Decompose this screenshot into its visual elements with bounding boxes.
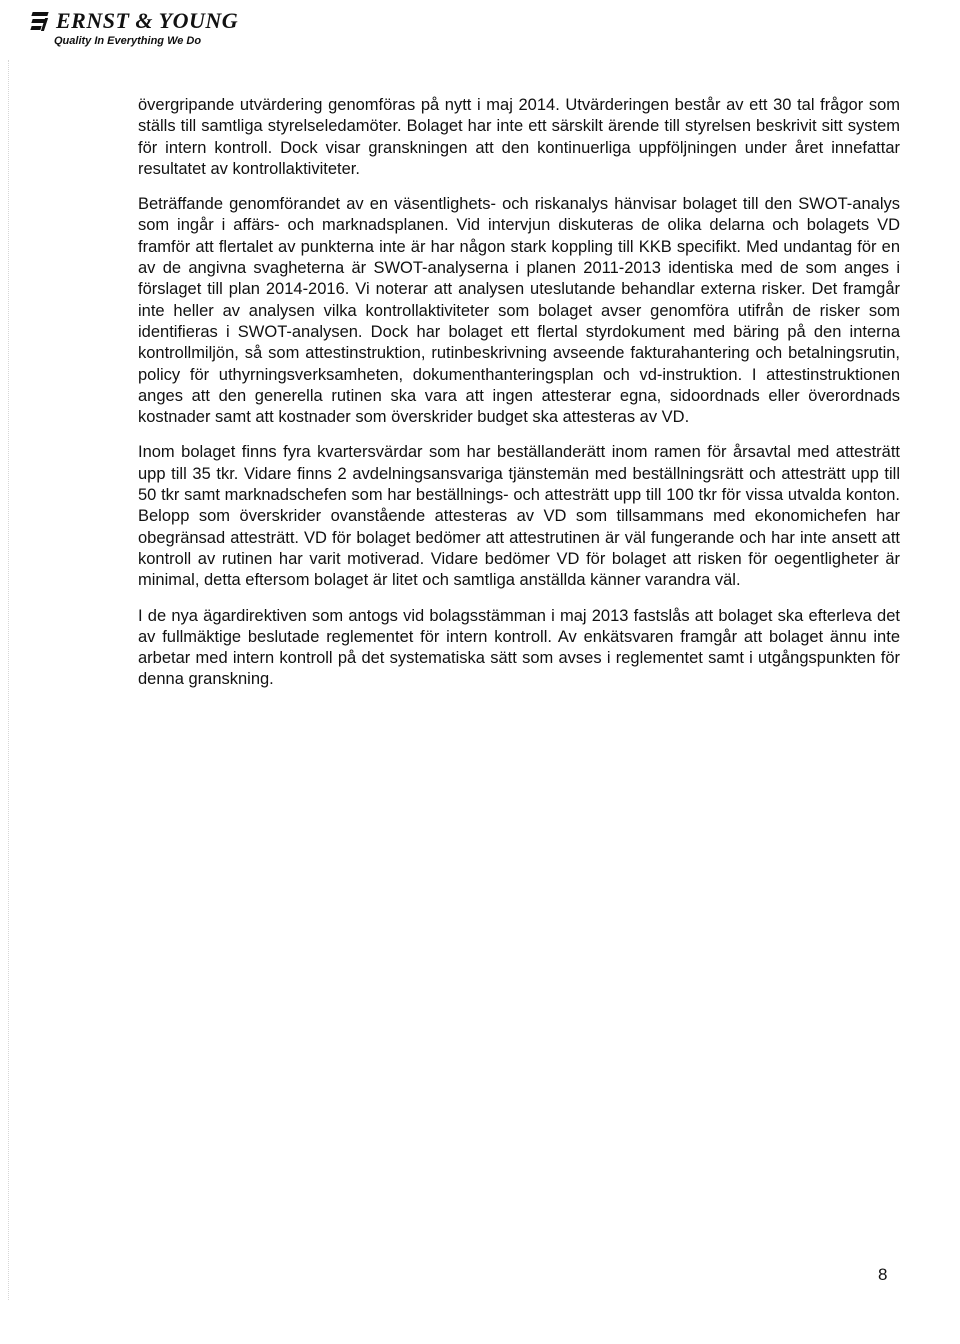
paragraph: Beträffande genomförandet av en väsentlighets- och riskanalys hänvisar bolaget till den SWOT-analys som ingår i affärs- och marknadsplanen. Vid intervjun diskuteras de olika delarna och bolagets VD framför att flertalet av punkterna inte är har någon stark koppling till KKB specifikt. Med undantag för en av de angivna svagheterna är SWOT-analyserna i planen 2011-2013 identiska med de som anges i förslaget till plan 2014-2016. Vi noterar att analysen uteslutande behandlar externa risker. Det framgår inte heller av analysen vilka kontrollaktiviteter som bolaget avser genomföra utifrån de risker som identifieras i SWOT-analysen. Dock har bolaget ett flertal styrdokument med bäring på den interna kontrollmiljön, så som attestinstruktion, rutinbeskrivning avseende fakturahantering och betalningsrutin, policy för uthyrningsverksamheten, dokumenthanteringsplan och vd-instruktion. I attestinstruktionen anges att den generella rutinen ska vara att ingen attesterar egna, sidoordnads eller överordnads kostnader samt att kostnader som överskrider budget ska attesteras av VD.: [138, 195, 900, 427]
paragraph: Inom bolaget finns fyra kvartersvärdar som har beställanderätt inom ramen för årsavtal med attesträtt upp till 35 tkr. Vidare finns 2 avdelningsansvariga tjänstemän med beställningsrätt och attesträtt upp till 50 tkr samt marknadschefen som har beställnings- och attesträtt upp till 100 tkr för vissa utvalda konton. Belopp som överskrider ovanstående attesteras av VD som tillsammans med ekonomichefen har obegränsad attesträtt. VD för bolaget bedömer att attestrutinen är väl fungerande och har inte ansett att kontroll av rutinen har varit motiverad. Vidare bedömer VD för bolaget att risken för oegentligheter är minimal, detta eftersom bolaget är litet och samtliga anställda känner varandra väl.: [138, 443, 900, 590]
scan-margin-line: [8, 60, 9, 1300]
page-header: [30, 10, 238, 47]
ey-logo-icon: [30, 10, 52, 32]
body-text: [138, 95, 900, 705]
logo-tagline: Quality In Everything We Do: [54, 35, 202, 47]
logo-wordmark: ERNST & YOUNG: [56, 8, 239, 33]
company-logo: [30, 10, 238, 32]
paragraph: I de nya ägardirektiven som antogs vid bolagsstämman i maj 2013 fastslås att bolaget ska efterleva det av fullmäktige beslutade reglementet för intern kontroll. Av enkätsvaren framgår att bolaget ännu inte arbetar med intern kontroll på det systematiska sätt som avses i reglementet samt i utgångspunkten för denna granskning.: [138, 606, 900, 689]
paragraph: övergripande utvärdering genomföras på nytt i maj 2014. Utvärderingen består av ett 30 tal frågor som ställs till samtliga styrelseledamöter. Bolaget har inte ett särskilt ärende till styrelsen beskrivit sitt system för intern kontroll. Dock visar granskningen att den kontinuerliga uppföljningen under året innefattar resultatet av kontrollaktiviteter.: [138, 96, 900, 178]
page-number: 8: [878, 1265, 888, 1284]
